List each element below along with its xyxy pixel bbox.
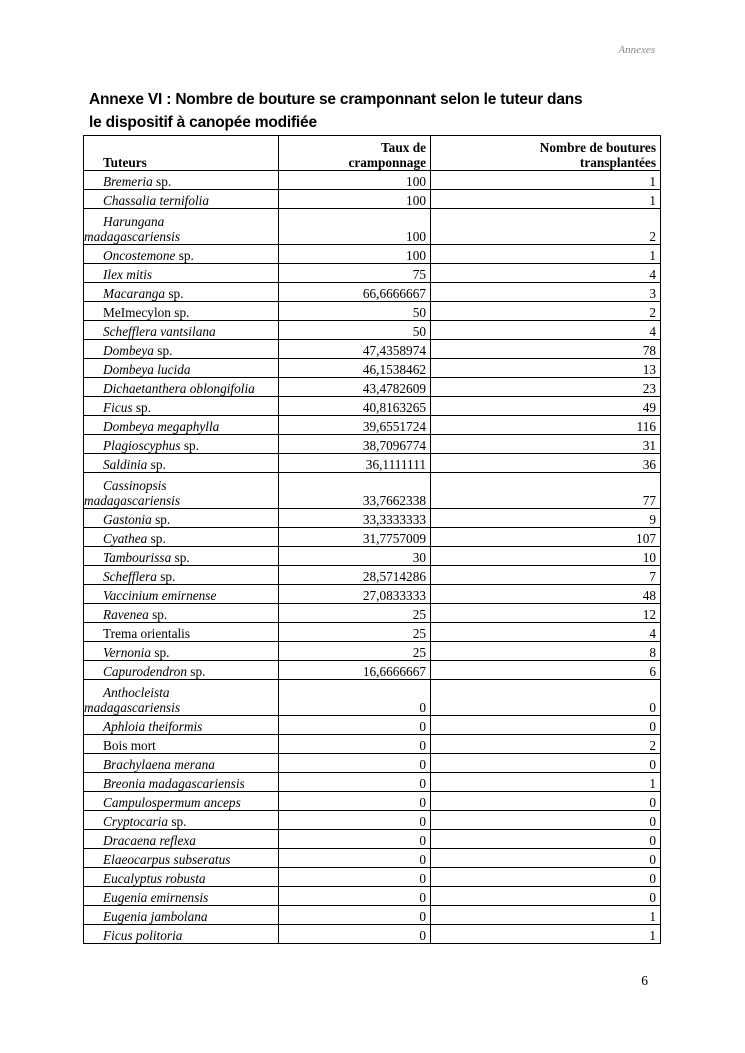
table-row [84,680,661,716]
cell-nombre: 0 [431,849,661,868]
cell-tuteur [84,209,279,245]
cell-taux: 0 [279,716,431,735]
tuteur-suffix: sp. [132,400,152,415]
tuteur-suffix: sp. [151,645,170,660]
tuteur-suffix: sp. [171,550,190,565]
cell-tuteur [84,302,279,321]
cell-taux: 25 [279,623,431,642]
column-header-taux-line2: cramponnage [348,155,426,170]
cell-tuteur [84,378,279,397]
cell-nombre: 48 [431,585,661,604]
tuteur-suffix: sp. [151,512,171,527]
cell-nombre: 9 [431,509,661,528]
cell-nombre: 0 [431,811,661,830]
cell-taux: 50 [279,302,431,321]
cell-tuteur [84,264,279,283]
cell-taux: 27,0833333 [279,585,431,604]
table-row [84,773,661,792]
table-header-row [84,136,661,171]
cell-taux: 0 [279,830,431,849]
table-row [84,642,661,661]
tuteur-name: Eucalyptus robusta [103,871,206,886]
tuteur-suffix: sp. [175,248,194,263]
tuteur-name: Schefflera vantsilana [103,324,216,339]
table-row [84,547,661,566]
table-row [84,171,661,190]
table-row [84,528,661,547]
table-row [84,302,661,321]
table-row [84,716,661,735]
cell-taux: 40,8163265 [279,397,431,416]
cell-taux: 33,3333333 [279,509,431,528]
cell-taux: 0 [279,773,431,792]
table-row [84,830,661,849]
running-header: Annexes [618,44,655,56]
cell-taux: 100 [279,171,431,190]
table-row [84,604,661,623]
table-row [84,321,661,340]
tuteur-name: Eugenia jambolana [103,909,208,924]
table-row [84,340,661,359]
cell-nombre: 107 [431,528,661,547]
table-row [84,661,661,680]
cell-taux: 75 [279,264,431,283]
tuteur-suffix: sp. [148,607,168,622]
table-row [84,849,661,868]
cell-tuteur [84,868,279,887]
cell-tuteur [84,473,279,509]
tuteur-suffix: sp. [152,174,172,189]
cell-tuteur [84,340,279,359]
table-row [84,566,661,585]
tuteur-genus: Saldinia [103,457,148,472]
cell-nombre: 12 [431,604,661,623]
cell-tuteur [84,171,279,190]
tuteur-name-line2: madagascariensis [84,493,181,508]
table-row [84,925,661,944]
cell-nombre: 1 [431,925,661,944]
cell-tuteur [84,190,279,209]
cell-taux: 100 [279,190,431,209]
cell-nombre: 4 [431,264,661,283]
title-line-1: Annexe VI : Nombre de bouture se cramponnant selon le tuteur dans [89,91,583,108]
tuteur-name: Elaeocarpus subseratus [103,852,231,867]
title-line-2: le dispositif à canopée modifiée [89,114,317,131]
cell-taux: 39,6551724 [279,416,431,435]
tuteur-suffix: sp. [147,457,166,472]
tuteur-suffix: sp. [153,343,173,358]
cell-nombre: 116 [431,416,661,435]
cell-tuteur [84,925,279,944]
cell-nombre: 23 [431,378,661,397]
cell-nombre: 2 [431,302,661,321]
cell-taux: 100 [279,209,431,245]
tuteurs-table [83,135,661,944]
tuteur-genus: Bremeria [103,174,153,189]
cell-taux: 25 [279,642,431,661]
cell-taux: 0 [279,925,431,944]
cell-nombre: 1 [431,190,661,209]
tuteur-name-line2: madagascariensis [84,229,181,244]
table-row [84,283,661,302]
cell-nombre: 10 [431,547,661,566]
table-row [84,868,661,887]
tuteur-suffix: sp. [165,286,184,301]
table-row [84,359,661,378]
tuteur-genus: Vernonia [103,645,152,660]
cell-tuteur [84,509,279,528]
tuteur-name: MeImecylon sp. [103,305,190,320]
tuteur-name: Dracaena reflexa [103,833,196,848]
cell-taux: 36,1111111 [279,454,431,473]
column-header-taux [279,136,431,171]
cell-nombre: 0 [431,754,661,773]
tuteur-name: Campulospermum anceps [103,795,241,810]
column-header-nombre-line2: transplantées [579,155,656,170]
cell-taux: 0 [279,906,431,925]
cell-nombre: 8 [431,642,661,661]
cell-tuteur [84,642,279,661]
cell-nombre: 2 [431,735,661,754]
cell-taux: 66,6666667 [279,283,431,302]
tuteur-name: Aphloia theiformis [103,719,203,734]
cell-nombre: 1 [431,171,661,190]
table-row [84,623,661,642]
cell-tuteur [84,397,279,416]
table-row [84,378,661,397]
tuteur-name: Dichaetanthera oblongifolia [103,381,255,396]
table-row [84,245,661,264]
cell-nombre: 7 [431,566,661,585]
cell-nombre: 0 [431,716,661,735]
cell-nombre: 77 [431,473,661,509]
tuteur-genus: Macaranga [103,286,166,301]
cell-nombre: 1 [431,773,661,792]
cell-nombre: 3 [431,283,661,302]
cell-nombre: 0 [431,830,661,849]
tuteur-name: Eugenia emirnensis [103,890,209,905]
tuteur-name: Ilex mitis [103,267,153,282]
cell-taux: 47,4358974 [279,340,431,359]
tuteur-name-line1: Anthocleista [103,685,170,700]
cell-tuteur [84,435,279,454]
cell-tuteur [84,811,279,830]
cell-taux: 100 [279,245,431,264]
tuteur-genus: Tambourissa [103,550,172,565]
table-row [84,585,661,604]
tuteur-name: Trema orientalis [103,626,191,641]
cell-taux: 0 [279,868,431,887]
tuteur-name: Bois mort [103,738,156,753]
tuteur-genus: Dombeya [103,343,154,358]
table-row [84,792,661,811]
cell-nombre: 78 [431,340,661,359]
cell-taux: 0 [279,792,431,811]
table-row [84,735,661,754]
cell-taux: 25 [279,604,431,623]
cell-taux: 43,4782609 [279,378,431,397]
cell-tuteur [84,283,279,302]
tuteur-genus: Gastonia [103,512,152,527]
cell-taux: 0 [279,849,431,868]
cell-nombre: 2 [431,209,661,245]
cell-tuteur [84,792,279,811]
tuteur-genus: Schefflera [103,569,157,584]
tuteur-suffix: sp. [156,569,176,584]
cell-tuteur [84,661,279,680]
column-header-tuteurs: Tuteurs [84,136,279,171]
cell-nombre: 0 [431,887,661,906]
table-row [84,435,661,454]
tuteur-genus: Ravenea [103,607,149,622]
table-row [84,416,661,435]
cell-nombre: 6 [431,661,661,680]
cell-tuteur [84,547,279,566]
tuteur-genus: Capurodendron [103,664,187,679]
cell-nombre: 49 [431,397,661,416]
table-row [84,473,661,509]
cell-nombre: 1 [431,245,661,264]
cell-tuteur [84,321,279,340]
cell-tuteur [84,623,279,642]
cell-taux: 28,5714286 [279,566,431,585]
tuteur-name-line2: madagascariensis [84,700,181,715]
cell-tuteur [84,416,279,435]
table-row [84,209,661,245]
cell-tuteur [84,359,279,378]
table-row [84,754,661,773]
cell-tuteur [84,528,279,547]
table-row [84,811,661,830]
cell-nombre: 13 [431,359,661,378]
tuteur-name: Vaccinium emirnense [103,588,217,603]
cell-tuteur [84,680,279,716]
cell-taux: 0 [279,680,431,716]
cell-tuteur [84,887,279,906]
cell-nombre: 4 [431,321,661,340]
cell-tuteur [84,585,279,604]
cell-tuteur [84,245,279,264]
tuteur-name: Dombeya megaphylla [103,419,220,434]
cell-taux: 46,1538462 [279,359,431,378]
cell-taux: 31,7757009 [279,528,431,547]
cell-nombre: 1 [431,906,661,925]
tuteur-genus: Cryptocaria [103,814,169,829]
tuteur-name: Breonia madagascariensis [103,776,245,791]
tuteur-suffix: sp. [180,438,200,453]
annex-title [89,88,659,134]
cell-taux: 0 [279,811,431,830]
tuteur-name: Chassalia ternifolia [103,193,210,208]
cell-tuteur [84,454,279,473]
table-row [84,509,661,528]
column-header-nombre [431,136,661,171]
column-header-nombre-line1: Nombre de boutures [539,140,656,155]
tuteur-suffix: sp. [147,531,166,546]
tuteur-genus: Oncostemone [103,248,176,263]
column-header-taux-line1: Taux de [381,140,426,155]
cell-taux: 0 [279,887,431,906]
cell-taux: 30 [279,547,431,566]
cell-nombre: 0 [431,792,661,811]
cell-tuteur [84,849,279,868]
tuteur-suffix: sp. [186,664,206,679]
table-row [84,397,661,416]
cell-tuteur [84,906,279,925]
tuteur-name-line1: Harungana [103,214,165,229]
cell-taux: 0 [279,754,431,773]
tuteur-name: Dombeya lucida [103,362,191,377]
cell-nombre: 4 [431,623,661,642]
cell-taux: 38,7096774 [279,435,431,454]
cell-tuteur [84,773,279,792]
tuteur-suffix: sp. [168,814,187,829]
cell-taux: 16,6666667 [279,661,431,680]
page-number: 6 [641,973,648,988]
table-row [84,887,661,906]
tuteur-name: Brachylaena merana [103,757,215,772]
cell-tuteur [84,604,279,623]
cell-tuteur [84,735,279,754]
tuteur-name-line1: Cassinopsis [103,478,167,493]
cell-tuteur [84,830,279,849]
table-row [84,264,661,283]
table-row [84,454,661,473]
cell-taux: 0 [279,735,431,754]
cell-tuteur [84,754,279,773]
cell-tuteur [84,566,279,585]
cell-taux: 33,7662338 [279,473,431,509]
cell-nombre: 0 [431,680,661,716]
cell-nombre: 36 [431,454,661,473]
tuteur-genus: Cyathea [103,531,148,546]
cell-nombre: 31 [431,435,661,454]
cell-nombre: 0 [431,868,661,887]
tuteur-name: Ficus politoria [103,928,183,943]
tuteur-genus: Plagioscyphus [103,438,181,453]
cell-taux: 50 [279,321,431,340]
table-row [84,190,661,209]
tuteur-genus: Ficus [103,400,133,415]
cell-tuteur [84,716,279,735]
table-row [84,906,661,925]
